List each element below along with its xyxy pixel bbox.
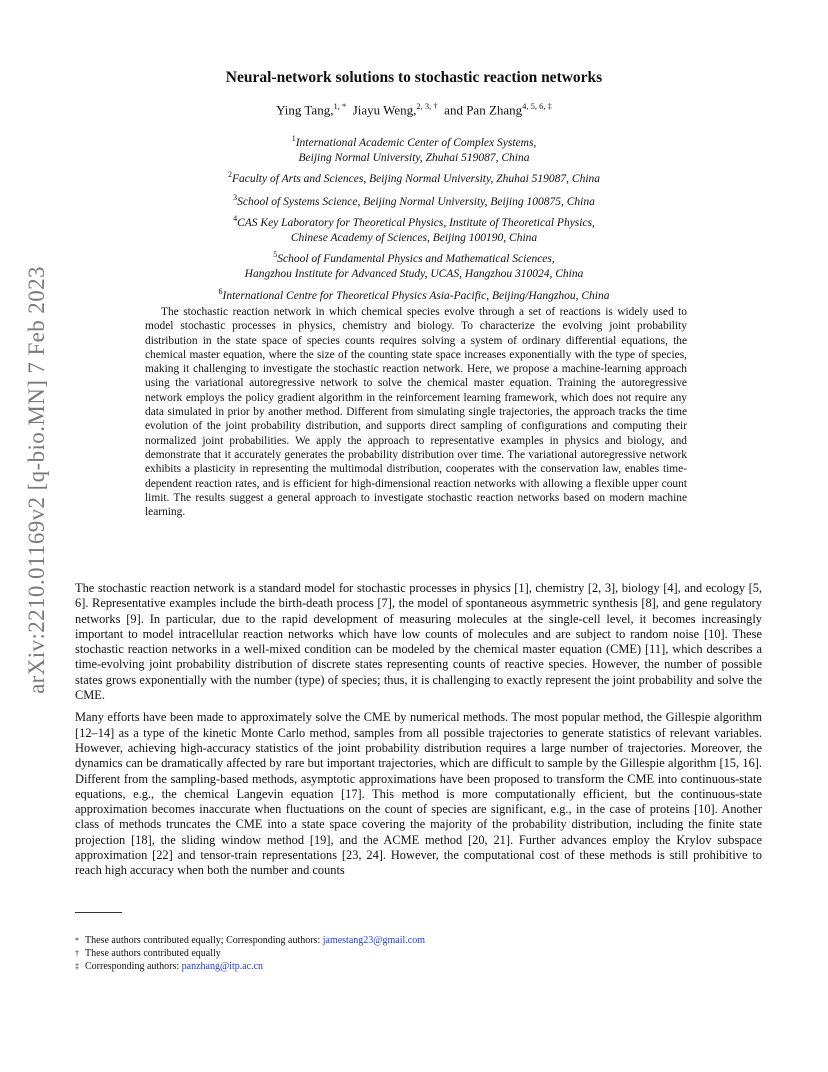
email-link[interactable]: jamestang23@gmail.com [322,935,425,946]
arxiv-stamp [22,266,52,694]
affiliation-number: 1 [291,134,296,143]
affiliation-line: Faculty of Arts and Sciences, Beijing Normal University, Zhuhai 519087, China [231,172,601,185]
affiliation-line: CAS Key Laboratory for Theoretical Physics, Institute of Theoretical Physics, [237,216,595,229]
affiliation [0,211,828,246]
author-affiliation-marker: 4, 5, 6, ‡ [522,101,552,111]
footnote-rule [75,912,122,913]
footnote-text: These authors contributed equally; Corresponding authors: [85,935,323,946]
affiliation [0,131,828,166]
affiliation-line: Hangzhou Institute for Advanced Study, UCAS, Hangzhou 310024, China [244,267,584,280]
affiliation-line: Beijing Normal University, Zhuhai 519087, China [298,151,530,164]
footnote-marker: * [75,936,79,945]
affiliation-number: 6 [218,287,223,296]
affiliation [0,190,828,210]
footnotes [75,934,675,973]
author-list [0,101,828,118]
footnote-text: Corresponding authors: [85,961,182,972]
affiliation-number: 3 [233,193,238,202]
affiliation-number: 4 [233,214,238,223]
email-link[interactable]: panzhang@itp.ac.cn [181,961,264,972]
author-name: Ying Tang, [276,102,334,118]
body-paragraph: The stochastic reaction network is a standard model for stochastic processes in physics [1], chemistry [2, 3], biology [4], and ecology [5, 6]. Representative examples include the birth-death process [7], the model of spontaneous asymmetric synthesis [8], and gene regulatory networks [9]. In particular, due to the rapid development of measuring molecules at the single-cell level, it becomes increasingly important to model intracellular reaction networks which have low counts of molecules and are subject to random noise [10]. These stochastic reaction networks in a well-mixed condition can be modeled by the chemical master equation (CME) [11], which describes a time-evolving joint probability distribution of discrete states representing counts of reactive species. However, the number of possible states grows exponentially with the number (type) of species; thus, it is challenging to exactly represent the joint probability and solve the CME. [75,581,762,703]
affiliation-line: School of Fundamental Physics and Mathematical Sciences, [277,252,555,265]
affiliation [0,167,828,187]
affiliation-number: 2 [227,170,232,179]
affiliation-number: 5 [273,250,278,259]
body-paragraph: Many efforts have been made to approximately solve the CME by numerical methods. The most popular method, the Gillespie algorithm [12–14] as a type of the kinetic Monte Carlo method, samples from all possible trajectories to generate statistics of relevant variables. However, achieving high-accuracy statistics of the joint probability distribution requires a large number of trajectories. Moreover, the dynamics can be dramatically affected by rare but important trajectories, which are difficult to sample by the Gillespie algorithm [15, 16]. Different from the sampling-based methods, asymptotic approximations have been proposed to transform the CME into continuous-state equations, e.g., the chemical Langevin equation [17]. This method is more computationally efficient, but the continuous-state approximation becomes inaccurate when fluctuations on the count of species are significant, e.g., in the case of proteins [10]. Another class of methods truncates the CME into a state space covering the majority of the probability distribution, including the finite state projection [18], the sliding window method [19], and the ACME method [20, 21]. Further advances employ the Krylov subspace approximation [22] and tensor-train representations [23, 24]. However, the computational cost of these methods is still prohibitive to reach high accuracy when both the number and counts [75,710,762,878]
main-text [75,581,762,886]
footnote [75,960,675,973]
footnote [75,934,675,947]
affiliation [0,284,828,304]
affiliation-line: Chinese Academy of Sciences, Beijing 100190, China [290,231,538,244]
affiliation-line: International Centre for Theoretical Physics Asia-Pacific, Beijing/Hangzhou, China [222,289,610,302]
affiliation-line: School of Systems Science, Beijing Normal University, Beijing 100875, China [237,195,595,208]
author-name: Jiayu Weng, [352,102,417,118]
arxiv-stamp-text: arXiv:2210.01169v2 [q-bio.MN] 7 Feb 2023 [24,266,49,694]
footnote-marker: † [75,949,79,958]
author-name: and Pan Zhang [444,102,523,118]
author-affiliation-marker: 2, 3, † [416,101,438,111]
affiliation [0,247,828,282]
affiliation-line: International Academic Center of Complex Systems, [295,136,537,149]
abstract: The stochastic reaction network in which chemical species evolve through a set of reactions is widely used to model stochastic processes in physics, chemistry and biology. To characterize the evolving joint probability distribution in the state space of species counts requires solving a system of ordinary differential equations, the chemical master equation, where the size of the counting state space increases exponentially with the type of species, making it challenging to investigate the stochastic reaction network. Here, we propose a machine-learning approach using the variational autoregressive network to solve the chemical master equation. Training the autoregressive network employs the policy gradient algorithm in the reinforcement learning framework, which does not require any data simulated in prior by another method. Different from simulating single trajectories, the approach tracks the time evolution of the joint probability distribution, and supports direct sampling of configurations and computing their normalized joint probabilities. We apply the approach to representative examples in physics and biology, and demonstrate that it accurately generates the probability distribution over time. The variational autoregressive network exhibits a plasticity in representing the multimodal distribution, cooperates with the conservation law, enables time-dependent reaction rates, and is efficient for high-dimensional reaction networks with allowing a flexible upper count limit. The results suggest a general approach to investigate stochastic reaction networks based on modern machine learning. [145,306,687,519]
footnote-text: These authors contributed equally [85,948,221,959]
paper-title: Neural-network solutions to stochastic reaction networks [225,69,603,86]
footnote-marker: ‡ [75,962,79,971]
author-affiliation-marker: 1, * [333,101,347,111]
footnote [75,947,675,960]
